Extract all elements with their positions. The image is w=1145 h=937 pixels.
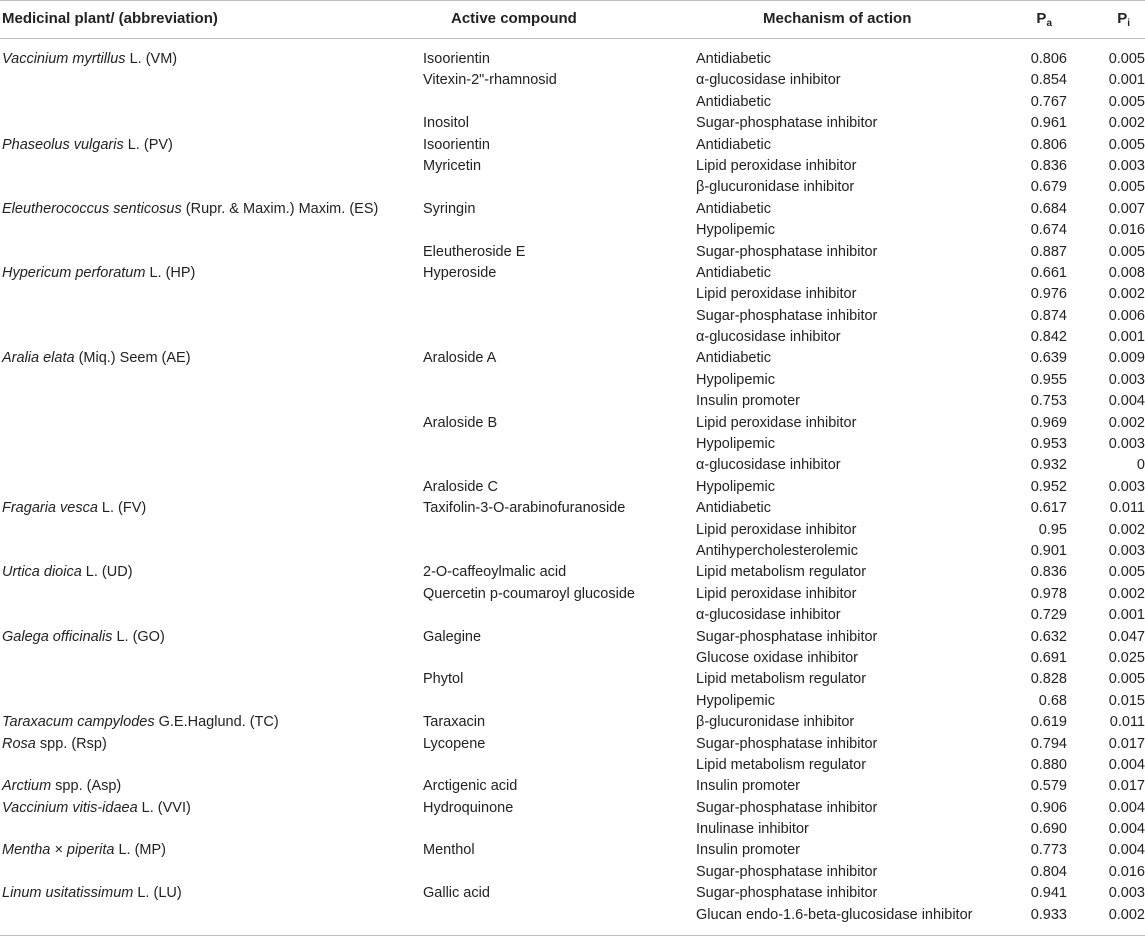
cell-pa: 0.729 [1030, 607, 1067, 624]
cell-plant [2, 498, 146, 519]
cell-pi: 0.004 [1108, 799, 1145, 816]
cell-pa: 0.690 [1030, 821, 1067, 838]
cell-pi: 0.004 [1108, 756, 1145, 773]
cell-pa: 0.95 [1038, 521, 1067, 538]
cell-mechanism: Antidiabetic [696, 51, 771, 67]
cell-active-compound: Isoorientin [423, 136, 490, 153]
cell-mechanism: Sugar-phosphatase inhibitor [696, 799, 878, 816]
cell-plant [2, 712, 279, 733]
cell-pi: 0.002 [1108, 286, 1145, 303]
cell-pi: 0.009 [1108, 350, 1145, 367]
table-row [0, 220, 1145, 241]
cell-plant [2, 135, 173, 156]
cell-active-compound: Phytol [423, 671, 464, 688]
cell-pa: 0.767 [1030, 93, 1067, 110]
cell-pi: 0.001 [1108, 607, 1145, 624]
plant-species-name: Urtica dioica [2, 564, 82, 581]
cell-active-compound: Arctigenic acid [423, 778, 518, 795]
plant-species-name: Aralia elata [2, 350, 75, 367]
cell-pa: 0.619 [1030, 714, 1067, 731]
cell-mechanism: Lipid peroxidase inhibitor [696, 521, 857, 538]
cell-mechanism: α-glucosidase inhibitor [696, 607, 841, 624]
cell-mechanism: Antidiabetic [696, 200, 771, 217]
cell-mechanism: Sugar-phosphatase inhibitor [696, 307, 878, 324]
cell-pa: 0.794 [1030, 735, 1067, 752]
cell-pa: 0.804 [1030, 863, 1067, 880]
table-row [0, 113, 1145, 134]
cell-plant [2, 798, 191, 819]
plant-species-name: Rosa [2, 735, 36, 752]
cell-pi: 0.025 [1108, 649, 1145, 666]
table-row [0, 734, 1145, 755]
cell-active-compound: Myricetin [423, 157, 482, 174]
cell-plant [2, 199, 378, 220]
cell-mechanism: Sugar-phosphatase inhibitor [696, 243, 878, 260]
plant-authority-abbrev: (Rupr. & Maxim.) Maxim. (ES) [181, 200, 379, 217]
header-pa-sub: a [1046, 18, 1052, 29]
plant-species-name: Taraxacum campylodes [2, 714, 155, 731]
cell-pi: 0.003 [1108, 436, 1145, 453]
header-pa-main: P [1036, 10, 1047, 27]
cell-pa: 0.901 [1030, 542, 1067, 559]
table-row [0, 627, 1145, 648]
cell-active-compound: Galegine [423, 628, 482, 645]
cell-active-compound: Taraxacin [423, 714, 486, 731]
cell-pi: 0.002 [1108, 115, 1145, 132]
cell-pi: 0.005 [1108, 179, 1145, 196]
cell-active-compound: Isoorientin [423, 51, 490, 67]
cell-pi: 0.047 [1108, 628, 1145, 645]
cell-mechanism: Antihypercholesterolemic [696, 542, 858, 559]
cell-pi: 0.004 [1108, 393, 1145, 410]
header-active-compound: Active compound [451, 10, 577, 27]
cell-mechanism: Lipid peroxidase inhibitor [696, 157, 857, 174]
table-row [0, 135, 1145, 156]
plant-species-name: Linum usitatissimum [2, 885, 134, 902]
plant-species-name: Phaseolus vulgaris [2, 136, 124, 153]
cell-active-compound: Syringin [423, 200, 476, 217]
cell-plant [2, 263, 195, 284]
cell-active-compound: Menthol [423, 842, 475, 859]
cell-pa: 0.880 [1030, 756, 1067, 773]
cell-pi: 0.005 [1108, 564, 1145, 581]
cell-pa: 0.941 [1030, 885, 1067, 902]
table-row [0, 284, 1145, 305]
cell-pi: 0.005 [1108, 93, 1145, 110]
cell-plant [2, 734, 107, 755]
table-row [0, 520, 1145, 541]
cell-mechanism: Lipid peroxidase inhibitor [696, 414, 857, 431]
cell-pi: 0 [1136, 457, 1145, 474]
table-row [0, 434, 1145, 455]
header-pi-sub: i [1127, 18, 1130, 29]
plant-species-name: Vaccinium myrtillus [2, 51, 126, 67]
cell-active-compound: Vitexin-2"-rhamnosid [423, 72, 557, 89]
cell-pi: 0.003 [1108, 542, 1145, 559]
cell-active-compound: Eleutheroside E [423, 243, 526, 260]
table-row [0, 541, 1145, 562]
cell-pi: 0.011 [1109, 714, 1145, 731]
cell-mechanism: Lipid metabolism regulator [696, 756, 867, 773]
header-medicinal-plant: Medicinal plant/ (abbreviation) [2, 10, 218, 27]
cell-plant [2, 776, 121, 797]
cell-pa: 0.579 [1030, 778, 1067, 795]
cell-pi: 0.002 [1108, 521, 1145, 538]
cell-pi: 0.002 [1108, 414, 1145, 431]
header-pi [1117, 0, 1130, 38]
cell-pa: 0.753 [1030, 393, 1067, 410]
plant-authority-abbrev: L. (VVI) [137, 799, 191, 816]
cell-plant [2, 840, 166, 861]
cell-pa: 0.842 [1030, 329, 1067, 346]
plant-species-name: Vaccinium vitis-idaea [2, 799, 138, 816]
table-row [0, 840, 1145, 861]
cell-mechanism: Lipid peroxidase inhibitor [696, 585, 857, 602]
cell-mechanism: Hypolipemic [696, 222, 775, 239]
cell-pa: 0.978 [1030, 585, 1067, 602]
cell-active-compound: Hydroquinone [423, 799, 514, 816]
cell-mechanism: Antidiabetic [696, 136, 771, 153]
table-row [0, 819, 1145, 840]
cell-plant [2, 627, 165, 648]
cell-pi: 0.008 [1108, 264, 1145, 281]
table-row [0, 562, 1145, 583]
table-row [0, 455, 1145, 476]
table-row [0, 776, 1145, 797]
cell-active-compound: Taxifolin-3-O-arabinofuranoside [423, 500, 626, 517]
cell-mechanism: Glucan endo-1.6-beta-glucosidase inhibitor [696, 906, 973, 923]
cell-mechanism: Hypolipemic [696, 436, 775, 453]
plant-authority-abbrev: L. (MP) [114, 842, 167, 859]
cell-pi: 0.003 [1108, 478, 1145, 495]
cell-mechanism: Sugar-phosphatase inhibitor [696, 863, 878, 880]
cell-mechanism: Glucose oxidase inhibitor [696, 649, 859, 666]
cell-pa: 0.969 [1030, 414, 1067, 431]
cell-pi: 0.006 [1108, 307, 1145, 324]
cell-pa: 0.684 [1030, 200, 1067, 217]
cell-mechanism: Insulin promoter [696, 393, 800, 410]
table-row [0, 156, 1145, 177]
plant-species-name: Eleutherococcus senticosus [2, 200, 182, 217]
cell-mechanism: Lipid metabolism regulator [696, 671, 867, 688]
plant-authority-abbrev: L. (PV) [123, 136, 173, 153]
plant-authority-abbrev: L. (GO) [112, 628, 165, 645]
cell-pa: 0.632 [1030, 628, 1067, 645]
plant-authority-abbrev: L. (VM) [125, 51, 178, 67]
cell-pa: 0.68 [1038, 692, 1067, 709]
cell-mechanism: Antidiabetic [696, 264, 771, 281]
cell-mechanism: α-glucosidase inhibitor [696, 457, 841, 474]
cell-pa: 0.661 [1030, 264, 1067, 281]
table-row [0, 477, 1145, 498]
table-row [0, 348, 1145, 369]
cell-pa: 0.953 [1030, 436, 1067, 453]
cell-mechanism: Sugar-phosphatase inhibitor [696, 885, 878, 902]
table-row [0, 862, 1145, 883]
cell-mechanism: Inulinase inhibitor [696, 821, 809, 838]
plant-species-name: Fragaria vesca [2, 500, 98, 517]
header-bottom-rule [0, 38, 1145, 39]
cell-pi: 0.017 [1108, 778, 1145, 795]
table-row [0, 199, 1145, 220]
cell-mechanism: Hypolipemic [696, 692, 775, 709]
header-pa [1036, 0, 1052, 38]
cell-mechanism: Lipid metabolism regulator [696, 564, 867, 581]
cell-mechanism: Antidiabetic [696, 93, 771, 110]
plant-authority-abbrev: L. (FV) [97, 500, 147, 517]
plant-species-name: Mentha × piperita [2, 842, 115, 859]
table-row [0, 712, 1145, 733]
plant-authority-abbrev: L. (LU) [133, 885, 182, 902]
cell-active-compound: Inositol [423, 115, 469, 132]
table-row [0, 883, 1145, 904]
cell-pi: 0.001 [1108, 72, 1145, 89]
cell-mechanism: β-glucuronidase inhibitor [696, 714, 855, 731]
table-row [0, 755, 1145, 776]
cell-pa: 0.955 [1030, 371, 1067, 388]
cell-mechanism: Sugar-phosphatase inhibitor [696, 735, 878, 752]
cell-pi: 0.003 [1108, 885, 1145, 902]
table-body [0, 49, 1145, 926]
table-row [0, 177, 1145, 198]
cell-pa: 0.906 [1030, 799, 1067, 816]
cell-pi: 0.007 [1108, 200, 1145, 217]
cell-pi: 0.002 [1108, 906, 1145, 923]
cell-pi: 0.003 [1108, 371, 1145, 388]
table-row [0, 242, 1145, 263]
cell-mechanism: Lipid peroxidase inhibitor [696, 286, 857, 303]
plant-authority-abbrev: L. (HP) [145, 264, 196, 281]
table-row [0, 49, 1145, 70]
cell-pi: 0.004 [1108, 821, 1145, 838]
cell-pa: 0.952 [1030, 478, 1067, 495]
cell-mechanism: Sugar-phosphatase inhibitor [696, 628, 878, 645]
cell-active-compound: Hyperoside [423, 264, 497, 281]
cell-pi: 0.001 [1108, 329, 1145, 346]
table-row [0, 306, 1145, 327]
cell-pi: 0.003 [1108, 157, 1145, 174]
cell-plant [2, 883, 182, 904]
cell-pa: 0.639 [1030, 350, 1067, 367]
cell-plant [2, 49, 177, 70]
cell-pa: 0.679 [1030, 179, 1067, 196]
cell-mechanism: β-glucuronidase inhibitor [696, 179, 855, 196]
cell-pa: 0.617 [1030, 500, 1067, 517]
cell-active-compound: Araloside C [423, 478, 498, 495]
cell-active-compound: Quercetin p-coumaroyl glucoside [423, 585, 635, 602]
table-row [0, 327, 1145, 348]
cell-active-compound: Araloside B [423, 414, 498, 431]
header-mechanism: Mechanism of action [763, 10, 912, 27]
table-row [0, 691, 1145, 712]
cell-pa: 0.828 [1030, 671, 1067, 688]
table-row [0, 669, 1145, 690]
cell-pa: 0.874 [1030, 307, 1067, 324]
cell-active-compound: Lycopene [423, 735, 486, 752]
table-row [0, 70, 1145, 91]
table-row [0, 605, 1145, 626]
cell-pi: 0.011 [1109, 500, 1145, 517]
cell-pa: 0.854 [1030, 72, 1067, 89]
table-row [0, 391, 1145, 412]
header-pi-main: P [1117, 10, 1128, 27]
plant-species-name: Galega officinalis [2, 628, 113, 645]
cell-pi: 0.005 [1108, 671, 1145, 688]
cell-mechanism: Antidiabetic [696, 500, 771, 517]
cell-pi: 0.016 [1108, 863, 1145, 880]
table-row [0, 263, 1145, 284]
cell-pi: 0.004 [1108, 842, 1145, 859]
cell-pi: 0.005 [1108, 136, 1145, 153]
cell-active-compound: 2-O-caffeoylmalic acid [423, 564, 567, 581]
cell-pi: 0.015 [1108, 692, 1145, 709]
cell-mechanism: Antidiabetic [696, 350, 771, 367]
cell-plant [2, 562, 133, 583]
table-row [0, 370, 1145, 391]
cell-mechanism: α-glucosidase inhibitor [696, 329, 841, 346]
cell-mechanism: Insulin promoter [696, 778, 800, 795]
cell-pi: 0.017 [1108, 735, 1145, 752]
table-row [0, 905, 1145, 926]
cell-pa: 0.806 [1030, 136, 1067, 153]
plant-authority-abbrev: G.E.Haglund. (TC) [154, 714, 279, 731]
cell-active-compound: Araloside A [423, 350, 497, 367]
cell-mechanism: Sugar-phosphatase inhibitor [696, 115, 878, 132]
plant-authority-abbrev: (Miq.) Seem (AE) [74, 350, 191, 367]
cell-mechanism: Insulin promoter [696, 842, 800, 859]
cell-pa: 0.836 [1030, 157, 1067, 174]
cell-pa: 0.976 [1030, 286, 1067, 303]
plant-species-name: Arctium [2, 778, 52, 795]
cell-pi: 0.016 [1108, 222, 1145, 239]
cell-mechanism: Hypolipemic [696, 371, 775, 388]
cell-pa: 0.674 [1030, 222, 1067, 239]
cell-pi: 0.005 [1108, 51, 1145, 67]
cell-pa: 0.933 [1030, 906, 1067, 923]
table-row [0, 413, 1145, 434]
plant-authority-abbrev: spp. (Asp) [51, 778, 122, 795]
cell-mechanism: α-glucosidase inhibitor [696, 72, 841, 89]
table-row [0, 798, 1145, 819]
table-row [0, 498, 1145, 519]
table-row [0, 92, 1145, 113]
cell-active-compound: Gallic acid [423, 885, 490, 902]
plant-species-name: Hypericum perforatum [2, 264, 146, 281]
cell-pi: 0.002 [1108, 585, 1145, 602]
cell-pi: 0.005 [1108, 243, 1145, 260]
plant-authority-abbrev: spp. (Rsp) [35, 735, 107, 752]
table-row [0, 584, 1145, 605]
cell-pa: 0.691 [1030, 649, 1067, 666]
cell-pa: 0.806 [1030, 51, 1067, 67]
cell-plant [2, 348, 191, 369]
cell-mechanism: Hypolipemic [696, 478, 775, 495]
cell-pa: 0.836 [1030, 564, 1067, 581]
plant-authority-abbrev: L. (UD) [81, 564, 133, 581]
table-row [0, 648, 1145, 669]
table-bottom-rule [0, 935, 1145, 936]
cell-pa: 0.961 [1030, 115, 1067, 132]
cell-pa: 0.773 [1030, 842, 1067, 859]
cell-pa: 0.887 [1030, 243, 1067, 260]
cell-pa: 0.932 [1030, 457, 1067, 474]
